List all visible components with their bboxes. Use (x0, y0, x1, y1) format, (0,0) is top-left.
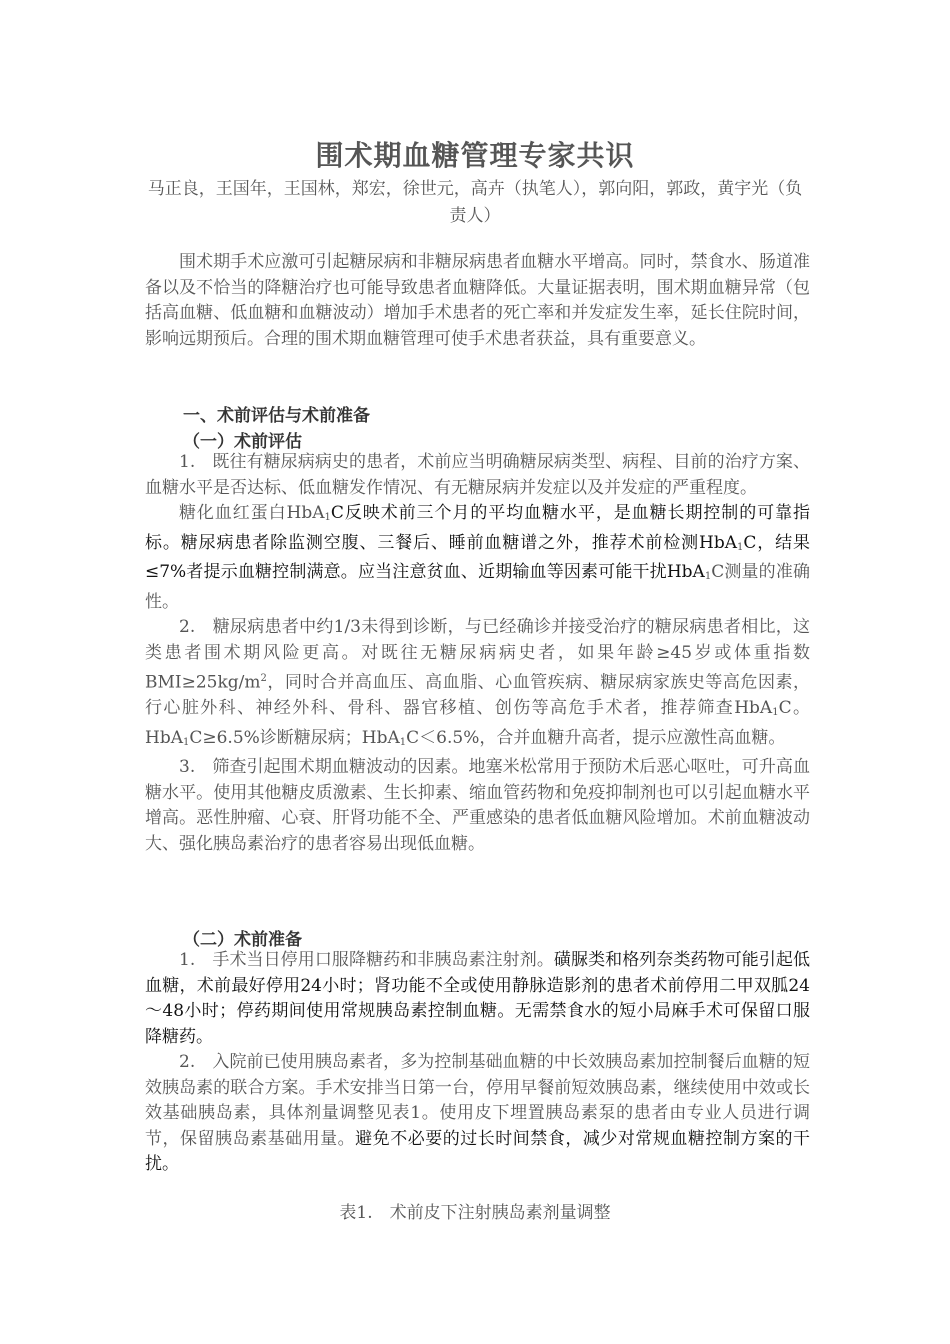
subscript: 1 (737, 541, 744, 553)
subscript: 1 (704, 571, 712, 582)
prep-2-text-b: 避免不必要的过长时间禁食，减少对常规血糖控制方案的干扰。 (145, 1128, 811, 1174)
intro-paragraph-block (145, 250, 810, 352)
section-1-heading: 一、术前评估与术前准备 (183, 406, 370, 426)
preop-assessment-block (145, 450, 810, 857)
table-1-caption: 表1. 术前皮下注射胰岛素剂量调整 (339, 1203, 611, 1223)
item-2-text-3: C。HbA (145, 698, 810, 748)
preop-preparation-block (145, 948, 810, 1178)
prep-2-paragraph (145, 1050, 810, 1178)
superscript: 2 (260, 673, 267, 684)
prep-1-text-b: 磺脲类和格列奈类药物可能引起低血糖，术前最好停用24小时；肾功能不全或使用静脉造影剂的患者术前停用二甲双胍24～48小时；停药期间使用常规胰岛素控制血糖。无需禁食水的短小局麻手术可保留口服降糖药。 (145, 950, 811, 1047)
author-list: 马正良，王国年，王国林，郑宏，徐世元，高卉（执笔人），郭向阳，郭政，黄宇光（负责人） (147, 179, 803, 226)
prep-1-paragraph (145, 948, 810, 1050)
subsection-2-heading: （二）术前准备 (183, 930, 302, 950)
prep-1-text-a: 1. 手术当日停用口服降糖药和非胰岛素注射剂。 (179, 950, 554, 970)
item-3-paragraph: 3. 筛查引起围术期血糖波动的因素。地塞米松常用于预防术后恶心呕吐，可升高血糖水平。使用其他糖皮质激素、生长抑素、缩血管药物和免疫抑制剂也可以引起血糖水平增高。恶性肿瘤、心衰、肝肾功能不全、严重感染的患者低血糖风险增加。术前血糖波动大、强化胰岛素治疗的患者容易出现低血糖。 (145, 757, 810, 854)
subsection-1-heading: （一）术前评估 (183, 432, 302, 452)
item-2-text-5: C＜6.5%，合并血糖升高者，提示应激性高血糖。 (406, 727, 786, 748)
intro-paragraph: 围术期手术应激可引起糖尿病和非糖尿病患者血糖水平增高。同时，禁食水、肠道准备以及不恰当的降糖治疗也可能导致患者血糖降低。大量证据表明，围术期血糖异常（包括高血糖、低血糖和血糖波动）增加手术患者的死亡率和并发症发生率，延长住院时间，影响远期预后。合理的围术期血糖管理可使手术患者获益，具有重要意义。 (145, 252, 810, 349)
item-1-paragraph: 1. 既往有糖尿病病史的患者，术前应当明确糖尿病类型、病程、目前的治疗方案、血糖水平是否达标、低血糖发作情况、有无糖尿病并发症以及并发症的严重程度。 (145, 452, 810, 498)
subscript: 1 (182, 736, 190, 748)
item-2-text-2: ，同时合并高血压、高血脂、心血管疾病、糖尿病家族史等高危因素，行心脏外科、神经外科、骨科、器官移植、创伤等高危手术者，推荐筛查HbA (145, 672, 810, 719)
hba1c-text-2: C反映术前三个月的平均血糖水平，是血糖长期控制的可靠指标。糖尿病患者除监测空腹、三餐后、睡前血糖谱之外，推荐术前检测HbA (145, 503, 810, 553)
item-2-text-4: C≥6.5%诊断糖尿病；HbA (189, 727, 400, 748)
subscript: 1 (772, 707, 779, 719)
subscript: 1 (324, 512, 331, 523)
hba1c-text-4: C测量的准确性。 (145, 562, 810, 612)
hba1c-text-1: 糖化血红蛋白HbA (179, 503, 325, 523)
document-title: 围术期血糖管理专家共识 (315, 139, 635, 172)
item-2-text-1: 2. 糖尿病患者中约1/3未得到诊断，与已经确诊并接受治疗的糖尿病患者相比，这类患者围术期风险更高。对既往无糖尿病病史者，如果年龄≥45岁或体重指数BMI≥25kg/m (145, 617, 810, 693)
hba1c-paragraph (145, 501, 810, 615)
hba1c-text-3: C，结果≤7%者提示血糖控制满意。应当注意贫血、近期输血等因素可能干扰HbA (145, 532, 810, 582)
subscript: 1 (399, 736, 407, 748)
item-2-paragraph (145, 615, 810, 755)
prep-2-text-a: 2. 入院前已使用胰岛素者，多为控制基础血糖的中长效胰岛素加控制餐后血糖的短效胰岛素的联合方案。手术安排当日第一台，停用早餐前短效胰岛素，继续使用中效或长效基础胰岛素，具体剂量调整见表1。使用皮下埋置胰岛素泵的患者由专业人员进行调节，保留胰岛素基础用量。 (145, 1052, 810, 1149)
